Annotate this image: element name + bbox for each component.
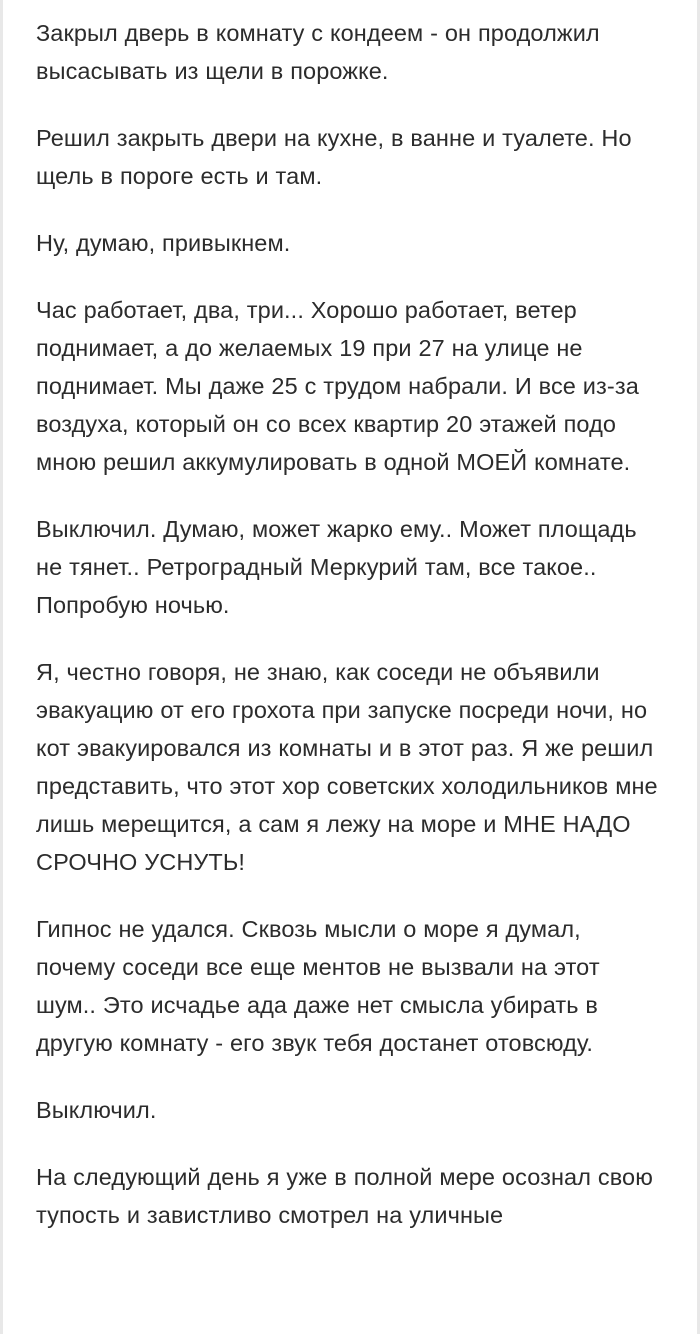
paragraph: Ну, думаю, привыкнем.: [36, 230, 291, 256]
paragraph: На следующий день я уже в полной мере осознал свою тупость и завистливо смотрел на уличные: [36, 1164, 653, 1228]
page-left-edge: [0, 0, 3, 1334]
paragraph: Час работает, два, три... Хорошо работает, ветер поднимает, а до желаемых 19 при 27 на улице не поднимает. Мы даже 25 с трудом набрали. И все из-за воздуха, который он со всех квартир 20 этажей подо мною решил аккумулировать в одной МОЕЙ комнате.: [36, 297, 639, 475]
paragraph: Закрыл дверь в комнату с кондеем - он продолжил высасывать из щели в порожке.: [36, 20, 600, 84]
paragraph: Выключил. Думаю, может жарко ему.. Может площадь не тянет.. Ретроградный Меркурий там, все такое.. Попробую ночью.: [36, 516, 637, 618]
paragraph: Гипнос не удался. Сквозь мысли о море я думал, почему соседи все еще ментов не вызвали на этот шум.. Это исчадье ада даже нет смысла убирать в другую комнату - его звук тебя достанет отовсюду.: [36, 916, 600, 1056]
paragraph: Я, честно говоря, не знаю, как соседи не объявили эвакуацию от его грохота при запуске посреди ночи, но кот эвакуировался из комнаты и в этот раз. Я же решил представить, что этот хор советских холодильников мне лишь мерещится, а сам я лежу на море и МНЕ НАДО СРОЧНО УСНУТЬ!: [36, 659, 658, 875]
article-body: [36, 14, 664, 1234]
paragraph: Выключил.: [36, 1097, 157, 1123]
paragraph: Решил закрыть двери на кухне, в ванне и туалете. Но щель в пороге есть и там.: [36, 125, 632, 189]
